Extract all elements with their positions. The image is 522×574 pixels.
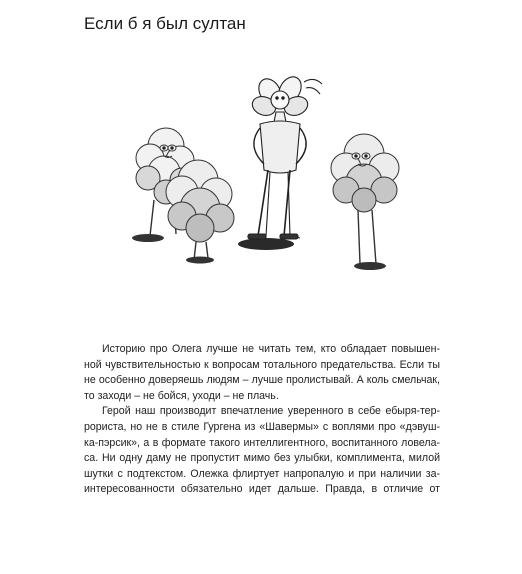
text-line: Герой наш производит впечатление уверенного в себе ебыря-тер- <box>102 405 440 418</box>
puddle-shadow <box>238 238 294 250</box>
puddle-shadow <box>186 257 214 264</box>
text-line: Историю про Олега лучше не читать тем, кто обладает повышен- <box>102 343 440 355</box>
paragraph-2 <box>84 404 440 498</box>
text-line: рориста, но не в стиле Гургена из «Шавермы» с воплями про «дэвуш- <box>84 420 440 433</box>
text-line: шутки с подтекстом. Олежка флиртует напропалую и при наличии за- <box>84 467 440 480</box>
cartoon-figures-illustration <box>120 60 410 280</box>
fluffy-creature-right <box>331 134 399 264</box>
text-line: не особенно доверяешь людям – лучше пролистывай. А коль смельчак, <box>84 374 440 387</box>
puddle-shadow <box>354 262 386 270</box>
body-text <box>84 342 440 498</box>
paragraph-1 <box>84 342 440 404</box>
text-line: ка-пэрсик», а в формате такого интеллигентного, воспитанного ловела- <box>84 436 440 449</box>
text-line: то заходи – не бойся, уходи – не плачь. <box>84 389 279 402</box>
text-line: са. Ни одну даму не пропустит мимо без улыбки, комплимента, милой <box>84 452 440 465</box>
text-line: интересованности обязательно идет дальше. Правда, в отличие от <box>84 483 440 496</box>
page-title: Если б я был султан <box>84 14 246 33</box>
text-line: ной чувствительностью к вопросам тотального предательства. Если ты <box>84 358 440 371</box>
puddle-shadow <box>132 234 164 242</box>
flower-head-figure <box>248 73 322 239</box>
